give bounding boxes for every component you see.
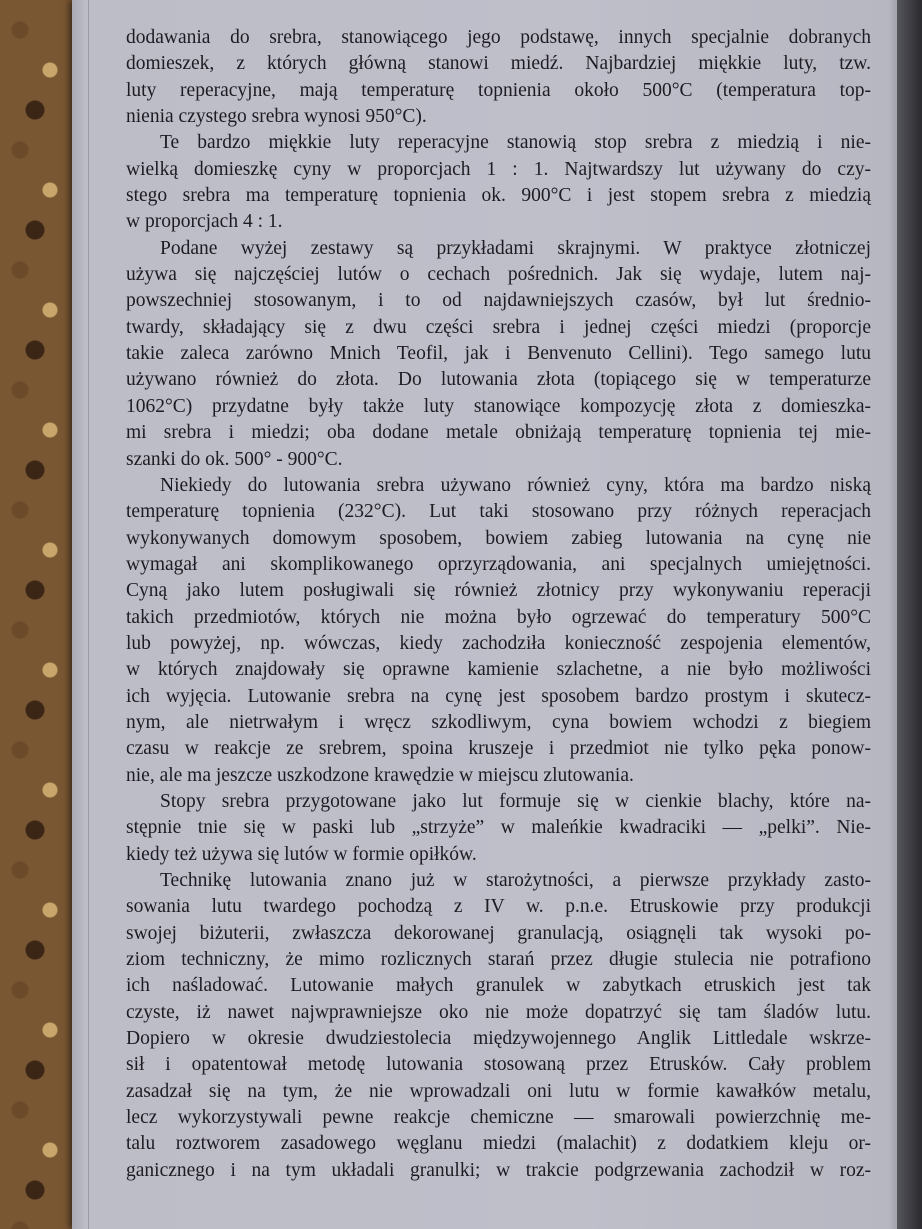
text-line: zasadzał się na tym, że nie wprowadzali oni lutu w formie kawałków metalu,: [126, 1080, 871, 1102]
text-line: ich naśladować. Lutowanie małych granulek w zabytkach etruskich jest tak: [126, 975, 871, 997]
text-line: Technikę lutowania znano już w starożytności, a pierwsze przykłady zasto-: [160, 870, 871, 891]
text-line: dodawania do srebra, stanowiącego jego podstawę, innych specjalnie dobranych: [126, 27, 871, 48]
text-line: kiedy też używa się lutów w formie opiłków.: [126, 843, 477, 865]
text-line: nie, ale ma jeszcze uszkodzone krawędzie w miejscu zlutowania.: [126, 764, 634, 786]
text-line: 1062°C) przydatne były także luty stanowiące kompozycję złota z domieszka-: [126, 395, 871, 417]
text-line: lub powyżej, np. wówczas, kiedy zachodziła konieczność zespojenia elementów,: [126, 632, 871, 654]
text-line: używano również do złota. Do lutowania złota (topiącego się w temperaturze: [126, 369, 871, 391]
text-line: Stopy srebra przygotowane jako lut formuje się w cienkie blachy, które na-: [160, 790, 871, 812]
text-line: w proporcjach 4 : 1.: [126, 211, 283, 233]
text-line: lecz wykorzystywali pewne reakcje chemiczne — smarowali powierzchnię me-: [126, 1107, 871, 1129]
paragraph: [126, 236, 871, 473]
text-line: wielką domieszkę cyny w proporcjach 1 : 1. Najtwardszy lut używany do czy-: [126, 158, 871, 180]
text-line: używa się najczęściej lutów o cechach pośrednich. Jak się wydaje, lutem naj-: [126, 264, 871, 286]
text-line: stępnie tnie się w paski lub „strzyże” w maleńkie kwadraciki — „pelki”. Nie-: [126, 817, 871, 839]
paragraph: [126, 473, 871, 789]
text-line: wykonywanych domowym sposobem, bowiem zabieg lutowania na cynę nie: [126, 527, 871, 549]
paragraph: [126, 868, 871, 1184]
text-line: twardy, składający się z dwu części srebra i jednej części miedzi (proporcje: [126, 316, 871, 338]
text-line: temperaturę topnienia (232°C). Lut taki stosowano przy różnych reperacjach: [126, 501, 871, 523]
text-line: ziom techniczny, że mimo rozlicznych starań przez długie stulecia nie potrafiono: [126, 949, 871, 971]
text-line: ich wyjęcia. Lutowanie srebra na cynę jest sposobem bardzo prostym i skutecz-: [126, 685, 871, 707]
text-line: czyste, iż nawet najwprawniejsze oko nie może dopatrzyć się tam śladów lutu.: [126, 1001, 871, 1023]
text-line: czasu w reakcje ze srebrem, spoina kruszeje i przedmiot nie tylko pęka ponow-: [126, 738, 871, 760]
page-edge: [80, 0, 89, 1229]
paragraph: [126, 789, 871, 868]
text-line: w których znajdowały się oprawne kamienie szlachetne, a nie było możliwości: [126, 659, 871, 681]
text-line: swojej biżuterii, zwłaszcza dekorowanej granulacją, osiągnęli tak wysoki po-: [126, 922, 871, 944]
paragraph: [126, 25, 871, 130]
text-line: sowania lutu twardego pochodzą z IV w. p.n.e. Etruskowie przy produkcji: [126, 896, 871, 918]
text-line: nienia czystego srebra wynosi 950°C).: [126, 106, 427, 128]
text-line: talu roztworem zasadowego węglanu miedzi (malachit) z dodatkiem kleju or-: [126, 1133, 871, 1155]
text-line: szanki do ok. 500° - 900°C.: [126, 448, 343, 470]
text-line: Cyną jako lutem posługiwali się również złotnicy przy wykonywaniu reperacji: [126, 580, 871, 602]
text-line: sił i opatentował metodę lutowania stosowaną przez Etrusków. Cały problem: [126, 1054, 871, 1076]
text-line: wymagał ani skomplikowanego oprzyrządowania, ani specjalnych umiejętności.: [126, 553, 871, 575]
text-line: takich przedmiotów, których nie można było ogrzewać do temperatury 500°C: [126, 606, 871, 628]
text-line: powszechniej stosowanym, i to od najdawniejszych czasów, był lut średnio-: [126, 290, 871, 312]
paragraph: [126, 130, 871, 235]
text-line: mi srebra i miedzi; oba dodane metale obniżają temperaturę topnienia tej mie-: [126, 422, 871, 444]
book-binding: [897, 0, 922, 1229]
text-line: Dopiero w okresie dwudziestolecia międzywojennego Anglik Littledale wskrze-: [126, 1028, 871, 1050]
text-line: domieszek, z których główną stanowi miedź. Najbardziej miękkie luty, tzw.: [126, 53, 871, 75]
text-line: Te bardzo miękkie luty reperacyjne stanowią stop srebra z miedzią i nie-: [160, 132, 871, 154]
text-line: ganicznego i na tym układali granulki; w trakcie podgrzewania zachodził w roz-: [126, 1159, 871, 1181]
text-line: Podane wyżej zestawy są przykładami skrajnymi. W praktyce złotniczej: [160, 237, 871, 259]
text-line: luty reperacyjne, mają temperaturę topnienia około 500°C (temperatura top-: [126, 79, 871, 101]
page-text: [126, 25, 871, 1184]
text-line: Niekiedy do lutowania srebra używano również cyny, która ma bardzo niską: [160, 474, 871, 496]
text-line: takie zaleca zarówno Mnich Teofil, jak i Benvenuto Cellini). Tego samego lutu: [126, 343, 871, 365]
text-line: nym, ale nietrwałym i wręcz szkodliwym, cyna bowiem wchodzi z biegiem: [126, 711, 871, 733]
text-line: stego srebra ma temperaturę topnienia ok. 900°C i jest stopem srebra z miedzią: [126, 185, 871, 207]
